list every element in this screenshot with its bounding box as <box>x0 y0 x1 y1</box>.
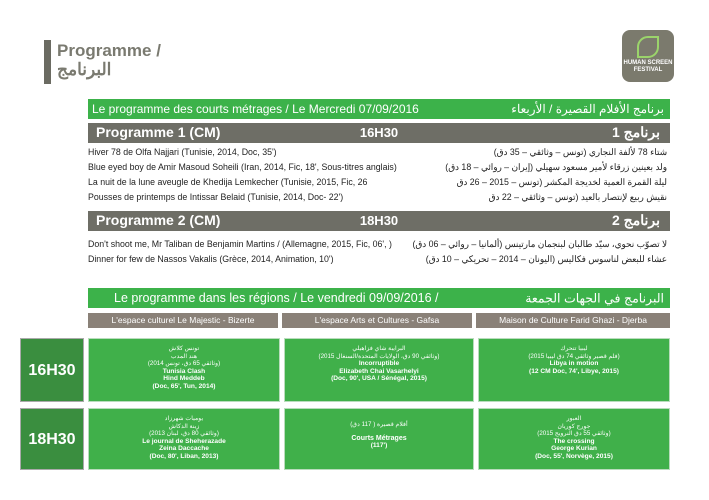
film-item-ar: لا تصوّب نحوي، سيّد طالبان لبنجمان مارتينس (ألمانيا – روائي – 06 دق) <box>412 239 667 249</box>
film-item-ar: شتاء 78 لألفة النجاري (تونس – وثائقي – 35 دق) <box>493 147 667 157</box>
screening-details-ar: (وثائقي 55 دق النرويج 2015) <box>537 430 611 438</box>
screening-director: George Kurian <box>551 445 597 453</box>
logo-line2: FESTIVAL <box>633 67 663 73</box>
screening-details-ar: (وثائقي 90 دق، الولايات المتحدة/السنغال 2015) <box>318 352 440 360</box>
logo-line1: HUMAN SCREEN <box>623 60 673 66</box>
programme-label: Programme 2 (CM) <box>96 212 221 228</box>
film-item-ar: نقيش ربيع لإنتصار بالعيد (تونس – وثائقي – 22 دق <box>488 192 667 202</box>
film-item: Hiver 78 de Olfa Najjari (Tunisie, 2014, Doc, 35') <box>88 147 277 157</box>
short-films-banner-ar: برنامج الأفلام القصيرة / الأربعاء <box>511 102 664 116</box>
film-item-ar: عشاء للبعض لناسوس فكاليس (اليونان – 2014 – تحريكي – 10 دق) <box>425 254 667 264</box>
screening-details-ar: (فلم قصير وثائقي 74 دق ليبيا 2015) <box>528 352 620 360</box>
film-item: Pousses de printemps de Intissar Belaid (Tunisie, 2014, Doc- 22') <box>88 192 344 202</box>
screening-cell <box>88 338 280 402</box>
screening-cell <box>478 338 670 402</box>
slot-time: 18H30 <box>20 408 84 470</box>
screening-cell <box>478 408 670 470</box>
title-accent-bar <box>44 40 51 84</box>
regions-banner <box>88 288 670 308</box>
screening-director-ar: جورج كوريان <box>557 422 591 430</box>
screening-director: Zeina Daccache <box>159 445 209 453</box>
page-title-ar: البرنامج <box>57 60 112 79</box>
screening-title-ar: ليبيا تتحرك <box>560 345 588 352</box>
slot-time: 16H30 <box>20 338 84 402</box>
screening-details-ar: (وثائقي 80 دق، لبنان 2013) <box>149 430 219 438</box>
screening-title-ar: يوميات شهرزاد <box>164 415 204 422</box>
film-item: Blue eyed boy de Amir Masoud Soheili (Iran, 2014, Fic, 18', Sous-titres anglais) <box>88 162 397 172</box>
screening-title: Libya in motion <box>549 360 599 368</box>
screening-cell <box>284 408 474 470</box>
screening-cell <box>88 408 280 470</box>
programme-time: 18H30 <box>359 213 399 228</box>
screening-title: Le journal de Sheherazade <box>142 437 226 445</box>
leaf-icon <box>637 36 659 58</box>
screening-director-ar: زينة الدكاش <box>168 422 200 430</box>
film-item: Dinner for few de Nassos Vakalis (Grèce, 2014, Animation, 10') <box>88 254 334 264</box>
programme-label: Programme 1 (CM) <box>96 124 221 140</box>
screening-details: (Doc, 80', Liban, 2013) <box>149 452 219 460</box>
venue-header: Maison de Culture Farid Ghazi - Djerba <box>476 313 670 328</box>
page-title-fr: Programme / <box>57 41 161 60</box>
programme-label-ar: برنامج 2 <box>611 212 660 228</box>
screening-director-ar: هند المدب <box>170 352 198 360</box>
screening-title: Courts Métrages <box>351 434 407 442</box>
programme-time: 16H30 <box>359 125 399 140</box>
screening-director: Elizabeth Chai Vasarhelyi <box>339 367 419 375</box>
programme-1-header <box>88 123 670 143</box>
screening-details-ar: (وثائقي 65 دق، تونس 2014) <box>147 360 221 368</box>
screening-title: Tunisia Clash <box>162 367 206 375</box>
screening-title-ar: العبور <box>566 415 582 422</box>
screening-details: (12 CM Doc, 74', Libye, 2015) <box>529 367 619 375</box>
regions-banner-ar: البرنامج في الجهات الجمعة <box>525 291 664 306</box>
screening-cell <box>284 338 474 402</box>
screening-details: (Doc, 65', Tun, 2014) <box>152 382 216 390</box>
screening-title: Incorruptible <box>358 360 400 368</box>
festival-logo <box>622 30 674 82</box>
screening-title-ar: تونس كلاش <box>168 345 200 352</box>
screening-details: (Doc, 90', USA / Sénégal, 2015) <box>331 375 427 383</box>
screening-details: (117') <box>370 442 388 450</box>
regions-banner-fr: Le programme dans les régions / Le vendredi 09/09/2016 / <box>114 291 439 305</box>
screening-director-ar: البرايبة شاي فزاهيلي <box>352 345 406 352</box>
screening-director: Hind Meddeb <box>163 375 205 383</box>
venue-header: L'espace Arts et Cultures - Gafsa <box>282 313 472 328</box>
film-item: Don't shoot me, Mr Taliban de Benjamin Martins / (Allemagne, 2015, Fic, 06', ) <box>88 239 392 249</box>
film-item-ar: ليلة القمرة العمية لخديجة المكشر (تونس – 2015 – 26 دق <box>456 177 667 187</box>
short-films-banner-fr: Le programme des courts métrages / Le Mercredi 07/09/2016 <box>92 102 419 116</box>
film-item: La nuit de la lune aveugle de Khedija Lemkecher (Tunisie, 2015, Fic, 26 <box>88 177 368 187</box>
short-films-banner <box>88 99 670 119</box>
venue-header: L'espace culturel Le Majestic - Bizerte <box>88 313 278 328</box>
screening-details: (Doc, 55', Norvège, 2015) <box>535 452 613 460</box>
programme-2-header <box>88 211 670 231</box>
programme-label-ar: برنامج 1 <box>611 124 660 140</box>
film-item-ar: ولد بعينين زرقاء لأمير مسعود سهيلي (إيران – روائي – 18 دق) <box>445 162 667 172</box>
screening-title: The crossing <box>553 437 595 445</box>
screening-title-ar: أفلام قصيرة ( 117 دق) <box>350 421 408 428</box>
